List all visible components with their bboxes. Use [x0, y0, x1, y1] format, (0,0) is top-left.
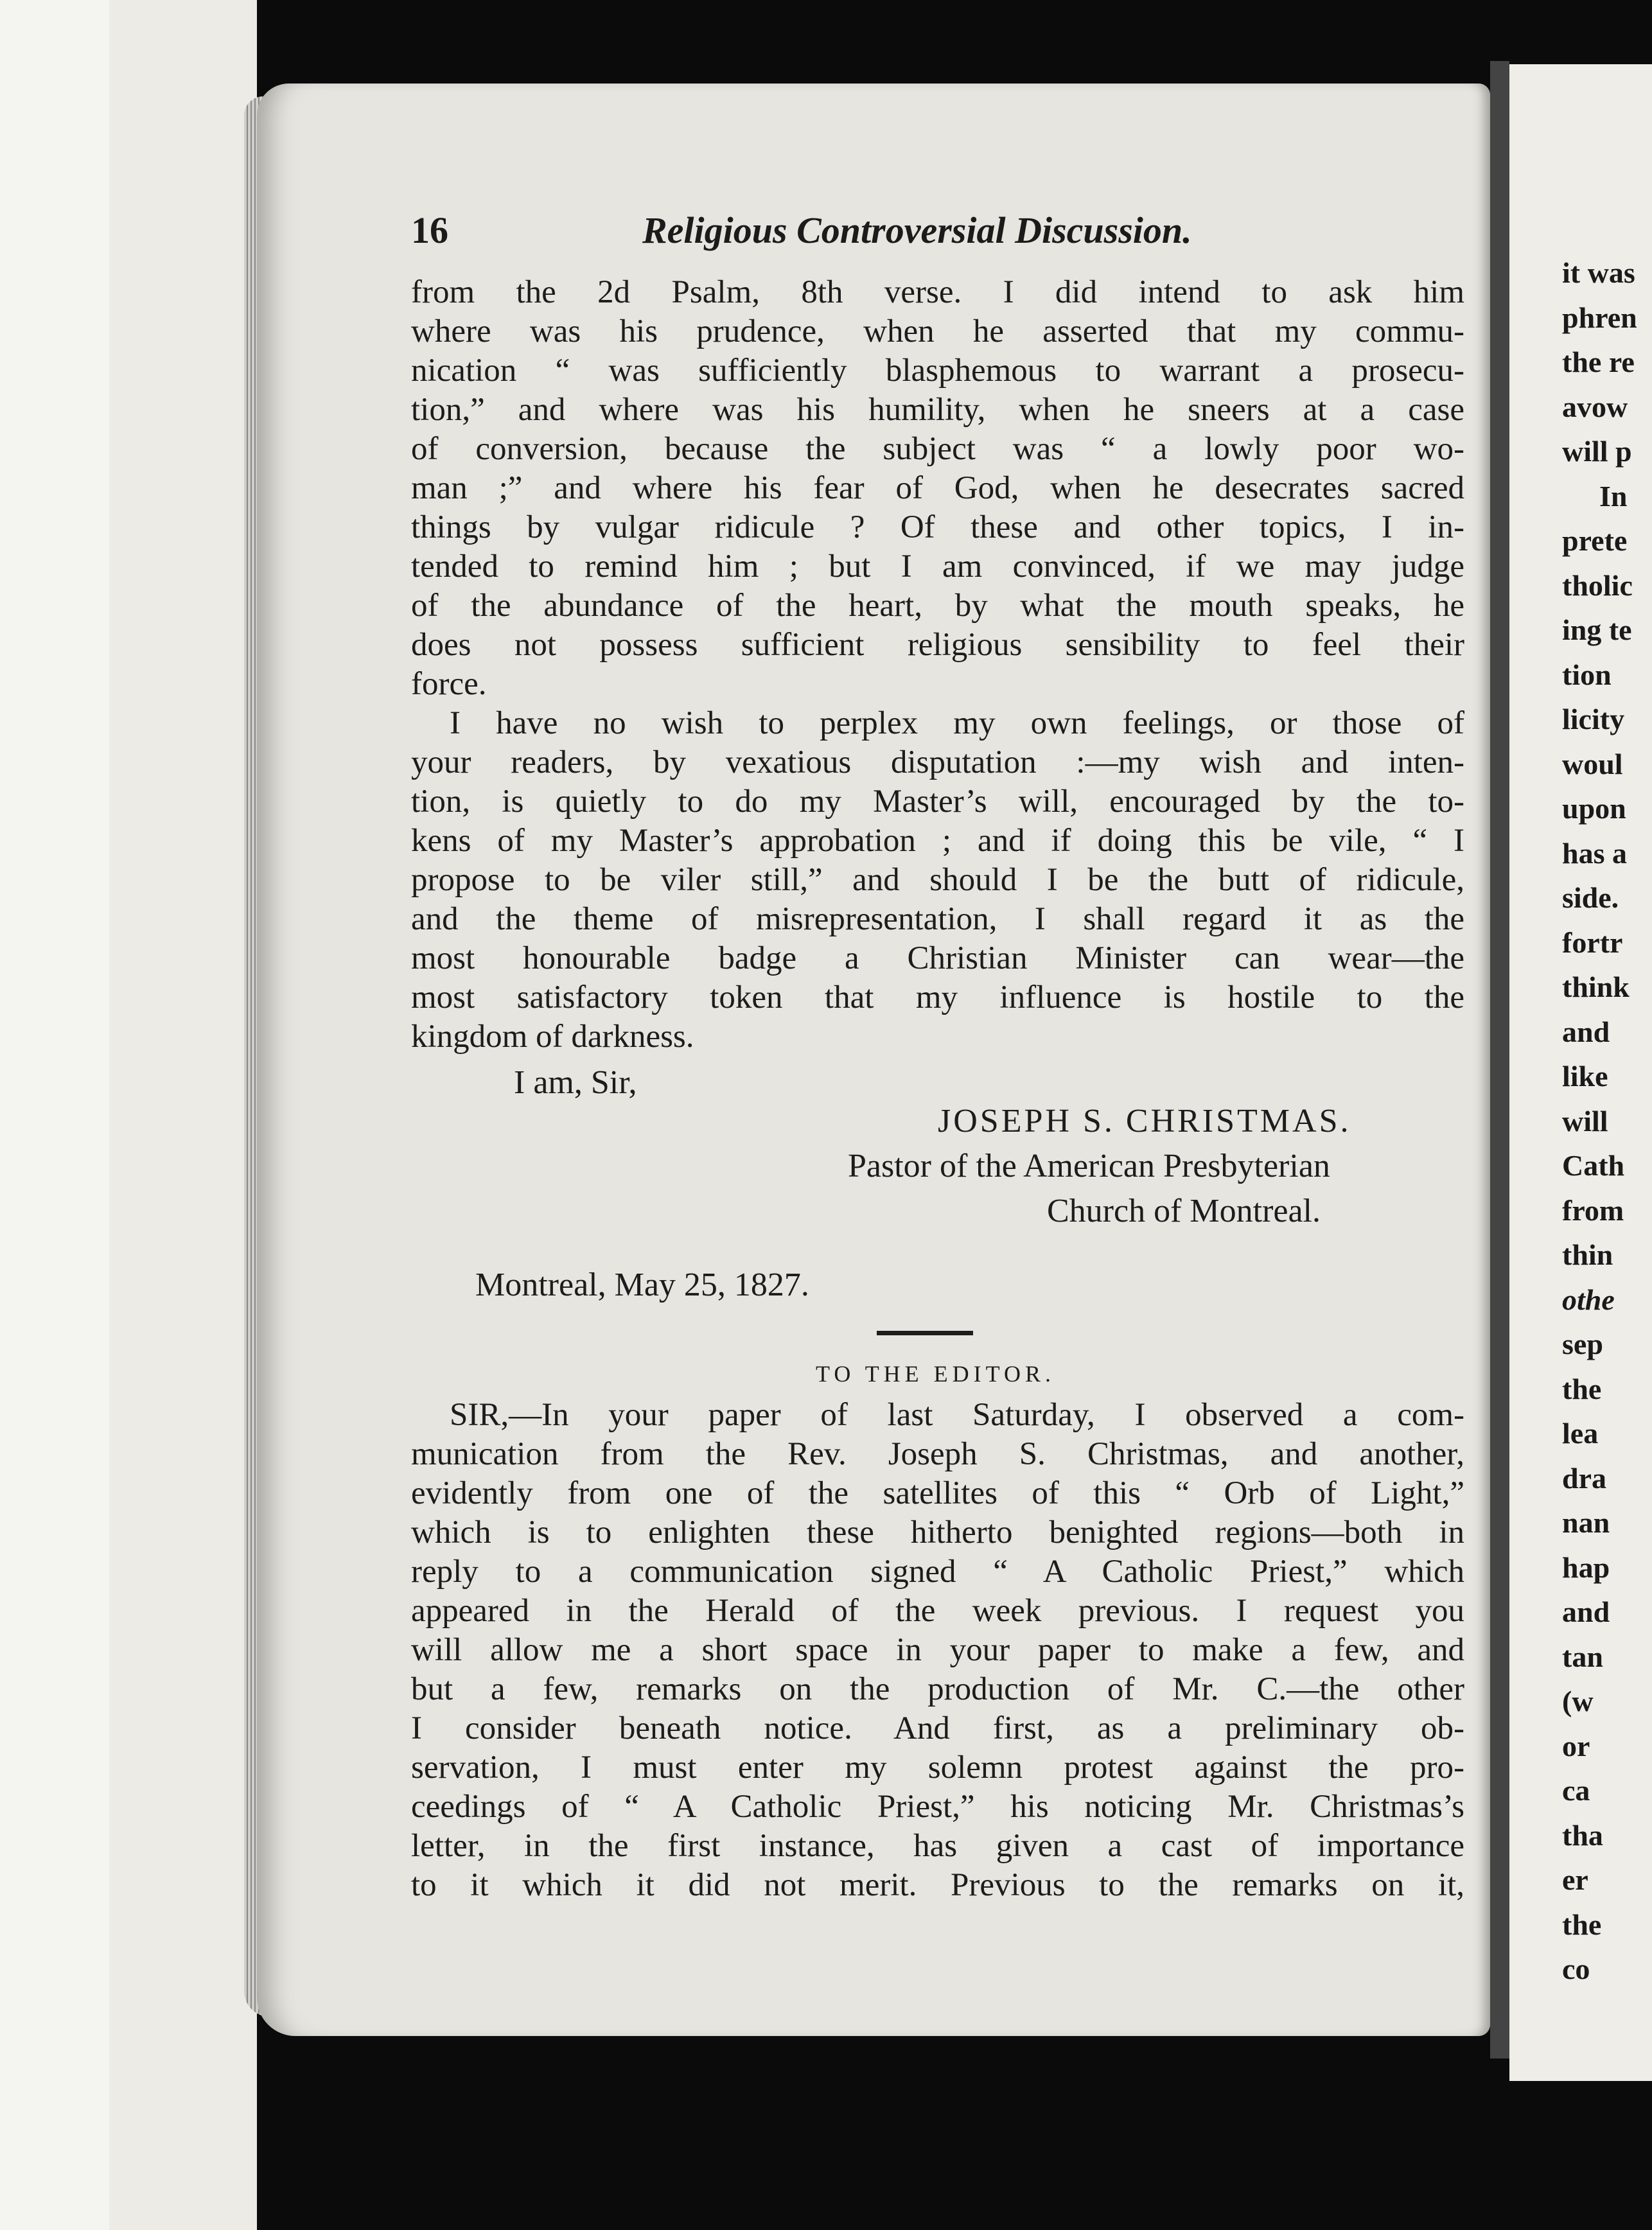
body-line: tion,” and where was his humility, when he sneers at a case	[411, 392, 1464, 428]
body-line: kingdom of darkness.	[411, 1019, 694, 1055]
body-line: propose to be viler still,” and should I be the butt of ridicule,	[411, 862, 1464, 898]
body-line: and the theme of misrepresentation, I shall regard it as the	[411, 901, 1464, 937]
facing-page-line: upon	[1562, 792, 1626, 825]
book-gutter	[1490, 61, 1509, 2059]
facing-page-line: prete	[1562, 524, 1628, 557]
body-line: kens of my Master’s approbation ; and if doing this be vile, “ I	[411, 823, 1464, 859]
body-line: your readers, by vexatious disputation :—my wish and inten-	[411, 744, 1464, 780]
facing-page-line: think	[1562, 970, 1630, 1003]
facing-page-line: will	[1562, 1104, 1608, 1137]
facing-page-line: or	[1562, 1729, 1590, 1762]
body-line: from the 2d Psalm, 8th verse. I did intend to ask him	[411, 274, 1464, 310]
letter-closing: I am, Sir,	[514, 1064, 637, 1101]
facing-page	[1509, 64, 1652, 2081]
facing-page-line: like	[1562, 1060, 1608, 1093]
scan-margin-strip	[109, 0, 257, 2230]
body-line: to it which it did not merit. Previous to the remarks on it,	[411, 1867, 1464, 1903]
facing-page-line: will p	[1562, 435, 1632, 468]
facing-page-line: In	[1599, 479, 1628, 513]
dateline: Montreal, May 25, 1827.	[475, 1267, 809, 1303]
body-line: but a few, remarks on the production of Mr. C.—the other	[411, 1671, 1464, 1707]
body-line: of conversion, because the subject was “ a lowly poor wo-	[411, 431, 1464, 467]
facing-page-line: fortr	[1562, 926, 1623, 959]
facing-page-line: ca	[1562, 1774, 1590, 1807]
facing-page-line: it was	[1562, 256, 1635, 289]
signatory-title: Church of Montreal.	[1047, 1193, 1321, 1229]
facing-page-line: phren	[1562, 301, 1637, 334]
facing-page-line: and	[1562, 1595, 1610, 1628]
page-number: 16	[411, 209, 448, 251]
facing-page-line: and	[1562, 1015, 1610, 1048]
facing-page-line: co	[1562, 1953, 1590, 1985]
body-line: force.	[411, 666, 487, 702]
body-line: does not possess sufficient religious sensibility to feel their	[411, 627, 1464, 663]
facing-page-line: avow	[1562, 390, 1628, 423]
paragraph-start: I have no wish to perplex my own feelings, or those of	[450, 705, 1464, 741]
letter-heading: TO THE EDITOR.	[816, 1361, 1055, 1387]
facing-page-line: from	[1562, 1193, 1624, 1227]
facing-page-line: lea	[1562, 1417, 1599, 1450]
body-line: nication “ was sufficiently blasphemous to warrant a prosecu-	[411, 353, 1464, 389]
signatory-name: JOSEPH S. CHRISTMAS.	[938, 1103, 1351, 1139]
scan-margin-left	[0, 0, 109, 2230]
signatory-title: Pastor of the American Presbyterian	[848, 1148, 1330, 1184]
body-line: letter, in the first instance, has given a cast of importance	[411, 1828, 1464, 1864]
body-line: I consider beneath notice. And first, as a preliminary ob-	[411, 1710, 1464, 1746]
facing-page-line: (w	[1562, 1685, 1594, 1717]
facing-page-line: woul	[1562, 747, 1623, 780]
body-line: servation, I must enter my solemn protest against the pro-	[411, 1750, 1464, 1786]
facing-page-line: tha	[1562, 1818, 1603, 1852]
facing-page-line: tion	[1562, 658, 1612, 691]
body-line: where was his prudence, when he asserted that my commu-	[411, 313, 1464, 349]
facing-page-line: tholic	[1562, 568, 1633, 602]
body-line: tended to remind him ; but I am convinced, if we may judge	[411, 549, 1464, 584]
body-line: ceedings of “ A Catholic Priest,” his noticing Mr. Christmas’s	[411, 1789, 1464, 1825]
body-line: of the abundance of the heart, by what the mouth speaks, he	[411, 588, 1464, 624]
facing-page-line: the	[1562, 1372, 1602, 1405]
body-line: evidently from one of the satellites of this “ Orb of Light,”	[411, 1475, 1464, 1511]
facing-page-line: tan	[1562, 1640, 1603, 1673]
facing-page-line: Cath	[1562, 1149, 1625, 1182]
body-line: things by vulgar ridicule ? Of these and other topics, I in-	[411, 509, 1464, 545]
facing-page-line: dra	[1562, 1461, 1606, 1495]
body-line: tion, is quietly to do my Master’s will, encouraged by the to-	[411, 784, 1464, 820]
facing-page-line: othe	[1562, 1283, 1615, 1316]
paragraph-start: SIR,—In your paper of last Saturday, I observed a com-	[450, 1397, 1464, 1433]
facing-page-line: er	[1562, 1863, 1588, 1896]
body-line: man ;” and where his fear of God, when he desecrates sacred	[411, 470, 1464, 506]
facing-page-line: side.	[1562, 881, 1619, 914]
facing-page-line: thin	[1562, 1238, 1613, 1271]
body-line: will allow me a short space in your paper to make a few, and	[411, 1632, 1464, 1668]
facing-page-line: ing te	[1562, 613, 1632, 646]
facing-page-line: the	[1562, 1908, 1602, 1941]
body-line: which is to enlighten these hitherto benighted regions—both in	[411, 1514, 1464, 1550]
body-line: most honourable badge a Christian Minister can wear—the	[411, 940, 1464, 976]
body-line: appeared in the Herald of the week previous. I request you	[411, 1593, 1464, 1629]
facing-page-line: nan	[1562, 1506, 1610, 1539]
facing-page-line: the re	[1562, 346, 1635, 378]
facing-page-line: licity	[1562, 703, 1625, 735]
body-line: reply to a communication signed “ A Catholic Priest,” which	[411, 1554, 1464, 1590]
section-rule	[877, 1331, 973, 1335]
facing-page-line: sep	[1562, 1328, 1603, 1360]
facing-page-line: has a	[1562, 836, 1627, 870]
body-line: munication from the Rev. Joseph S. Christmas, and another,	[411, 1436, 1464, 1472]
page-header	[411, 209, 1272, 254]
running-title: Religious Controversial Discussion.	[642, 209, 1192, 251]
body-line: most satisfactory token that my influence is hostile to the	[411, 979, 1464, 1015]
facing-page-line: hap	[1562, 1550, 1610, 1584]
